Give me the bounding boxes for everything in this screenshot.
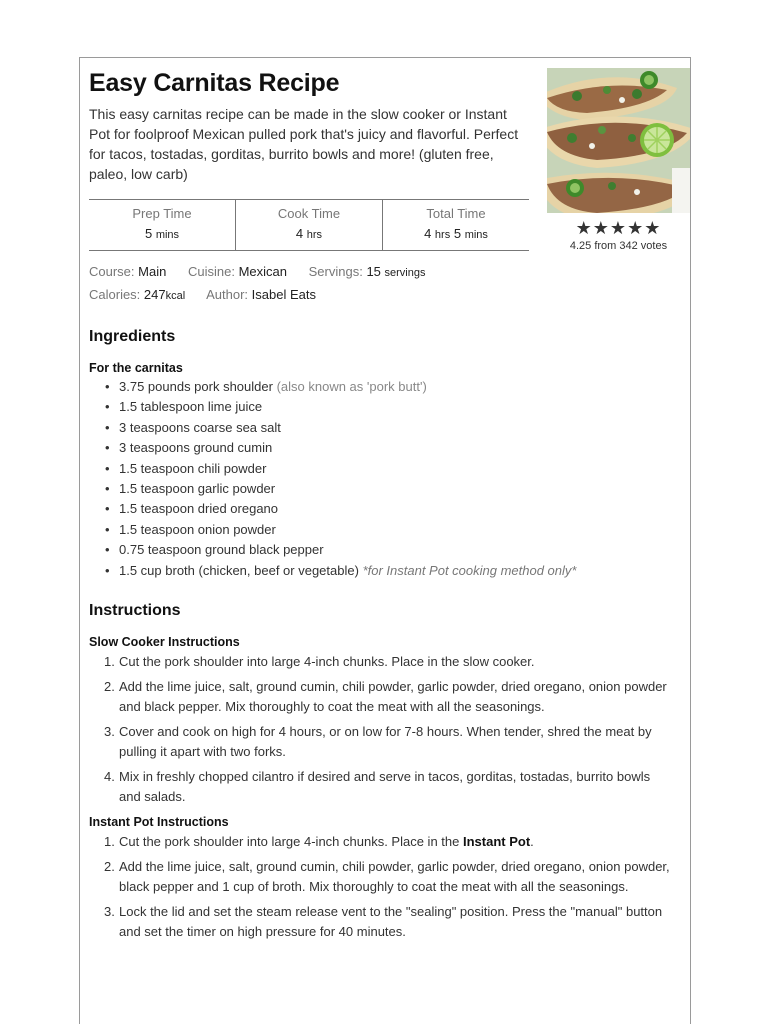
meta-course: [89, 264, 166, 279]
servings-value[interactable]: 15: [366, 264, 381, 279]
prep-time-label: Prep Time: [132, 206, 192, 221]
ingredient-text: 3 teaspoons coarse sea salt: [119, 419, 281, 435]
author-value: Isabel Eats: [251, 287, 316, 302]
ingredient-item: [89, 479, 681, 499]
instruction-step: 2. Add the lime juice, salt, ground cumin, chili powder, garlic powder, dried oregano, onion powder, black pepper and 1 cup of broth. Mix thoroughly to coat the meat with all the seasonings.: [104, 859, 670, 895]
recipe-card-content: [89, 68, 681, 947]
total-time-minutes: 5: [453, 226, 462, 241]
taco-photo-icon: [547, 68, 690, 213]
star-rating-icon[interactable]: ★★★★★: [575, 218, 662, 238]
prep-time-unit: mins: [155, 229, 180, 241]
ingredient-text: 1.5 tablespoon lime juice: [119, 399, 263, 415]
instruction-step: 3. Cover and cook on high for 4 hours, or on low for 7-8 hours. When tender, shred the meat by pulling it apart with two forks.: [104, 724, 652, 760]
slow-cooker-title: Slow Cooker Instructions: [89, 635, 240, 650]
ingredient-text: 3 teaspoons ground cumin: [119, 440, 273, 456]
ingredients-list: [89, 377, 681, 581]
instruction-step: 1. Cut the pork shoulder into large 4-inch chunks. Place in the slow cooker.: [104, 654, 535, 670]
ingredient-text: 1.5 teaspoon onion powder: [119, 521, 276, 537]
prep-time-number: 5: [144, 226, 153, 241]
ingredient-item: [89, 438, 681, 458]
cuisine-value: Mexican: [238, 264, 287, 279]
instruction-text: Lock the lid and set the steam release vent to the "sealing" position. Press the "manual" button and set the timer on high pressure for 40 minutes.: [119, 904, 663, 940]
rating: [547, 218, 690, 252]
total-time-minutes-unit: mins: [464, 229, 488, 241]
total-time-hours-unit: hrs: [434, 229, 451, 241]
course-value: Main: [138, 264, 167, 279]
cook-time-label: Cook Time: [277, 206, 341, 221]
recipe-card: [79, 57, 691, 1024]
course-label: Course:: [89, 264, 135, 279]
total-time: [382, 200, 529, 250]
recipe-photo[interactable]: [547, 68, 690, 213]
ingredient-item: [89, 377, 681, 397]
ingredient-item: [89, 540, 681, 560]
recipe-meta: [89, 261, 681, 307]
prep-time: [89, 200, 235, 250]
instruction-text: Mix in freshly chopped cilantro if desired and serve in tacos, gorditas, tostadas, burrito bowls and salads.: [119, 769, 651, 805]
recipe-times: [89, 199, 529, 251]
ingredient-item: [89, 520, 681, 540]
total-time-label: Total Time: [426, 206, 486, 221]
meta-row-1: [89, 261, 681, 284]
instruction-text: Add the lime juice, salt, ground cumin, chili powder, garlic powder, dried oregano, onion powder, black pepper and 1 cup of broth. Mix thoroughly to coat the meat with all the seasonings.: [119, 859, 670, 895]
instruction-step: 3. Lock the lid and set the steam release vent to the "sealing" position. Press the "manual" button and set the timer on high pressure for 40 minutes.: [104, 904, 663, 940]
calories-unit: kcal: [165, 290, 186, 302]
rating-votes: 4.25 from 342 votes: [569, 240, 668, 252]
ingredient-item: [89, 459, 681, 479]
instruction-text-end: .: [530, 834, 534, 850]
calories-label: Calories:: [89, 287, 141, 302]
instruction-step: 1. Cut the pork shoulder into large 4-inch chunks. Place in the Instant Pot.: [104, 834, 534, 850]
instant-pot-emphasis: Instant Pot: [462, 834, 531, 850]
meta-calories: [89, 287, 185, 302]
ingredient-item: [89, 418, 681, 438]
ingredient-item: [89, 561, 681, 581]
cuisine-label: Cuisine:: [187, 264, 235, 279]
recipe-title: Easy Carnitas Recipe: [89, 69, 340, 97]
servings-unit: servings: [384, 267, 426, 279]
total-time-hours: 4: [424, 226, 432, 241]
instant-pot-title: Instant Pot Instructions: [89, 815, 229, 830]
cook-time-unit: hrs: [306, 229, 323, 241]
ingredient-text: 1.5 teaspoon chili powder: [119, 460, 267, 476]
ingredient-item: [89, 499, 681, 519]
ingredient-text: 1.5 teaspoon dried oregano: [119, 501, 279, 517]
instruction-text: Add the lime juice, salt, ground cumin, chili powder, garlic powder, dried oregano, onion powder and black pepper. Mix thoroughly to coat the meat with all the seasonings.: [119, 679, 667, 715]
instruction-step: 4. Mix in freshly chopped cilantro if desired and serve in tacos, gorditas, tostadas, burrito bowls and salads.: [104, 769, 651, 805]
instruction-step: 2. Add the lime juice, salt, ground cumin, chili powder, garlic powder, dried oregano, onion powder and black pepper. Mix thoroughly to coat the meat with all the seasonings.: [104, 679, 667, 715]
ingredient-text: 1.5 cup broth (chicken, beef or vegetable): [119, 562, 359, 578]
cook-time: [235, 200, 382, 250]
instruction-text: Cut the pork shoulder into large 4-inch chunks. Place in the: [119, 834, 463, 850]
ingredient-note: *for Instant Pot cooking method only*: [362, 562, 577, 578]
ingredient-text: 0.75 teaspoon ground black pepper: [119, 542, 324, 558]
recipe-summary: This easy carnitas recipe can be made in the slow cooker or Instant Pot for foolproof Mexican pulled pork that's juicy and flavorful. Perfect for tacos, tostadas, gorditas, burrito bowls and more! (gluten free, paleo, low carb): [89, 106, 519, 182]
cook-time-number: 4: [295, 226, 304, 241]
instruction-text: Cover and cook on high for 4 hours, or on low for 7-8 hours. When tender, shred the meat by pulling it apart with two forks.: [119, 724, 652, 760]
ingredients-heading: Ingredients: [89, 328, 176, 345]
ingredient-group-title: For the carnitas: [89, 361, 183, 375]
prep-time-value: [89, 226, 235, 243]
meta-cuisine: [188, 264, 287, 279]
total-time-value: [383, 226, 529, 243]
author-label: Author:: [206, 287, 249, 302]
instant-pot-steps: [89, 832, 681, 942]
meta-row-2: [89, 284, 681, 307]
instruction-text: Cut the pork shoulder into large 4-inch chunks. Place in the slow cooker.: [119, 654, 535, 670]
meta-author: [206, 287, 316, 302]
ingredient-text: 3.75 pounds pork shoulder: [119, 379, 273, 394]
ingredient-note: (also known as 'pork butt'): [276, 379, 427, 394]
ingredient-text: 1.5 teaspoon garlic powder: [119, 481, 276, 497]
ingredient-item: [89, 397, 681, 417]
meta-servings[interactable]: [309, 264, 426, 279]
calories-value: 247: [143, 287, 166, 302]
slow-cooker-steps: [89, 652, 681, 807]
cook-time-value: [236, 226, 382, 243]
instructions-heading: Instructions: [89, 602, 181, 620]
servings-label: Servings:: [308, 264, 363, 279]
